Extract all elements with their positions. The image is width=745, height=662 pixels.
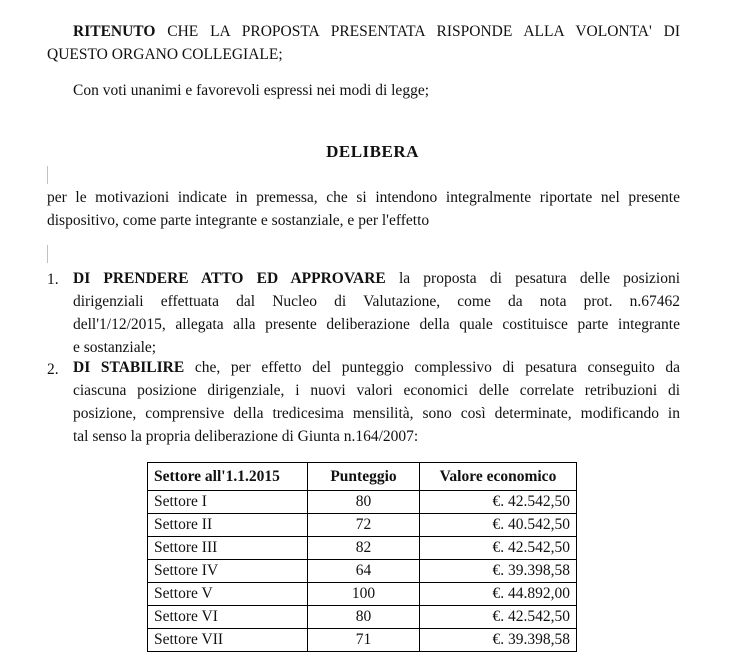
item-1-line-3: dell'1/12/2015, allegata alla presente deliberazione della quale costituisce parte integrante	[73, 316, 680, 333]
cell-valore: €. 39.398,58	[420, 560, 577, 583]
cell-punteggio: 80	[308, 606, 420, 629]
settori-table	[147, 462, 577, 652]
table-row	[148, 606, 577, 629]
cell-valore: €. 44.892,00	[420, 583, 577, 606]
motivazioni-line-1: per le motivazioni indicate in premessa, che si intendono integralmente riportate nel presente	[47, 189, 680, 206]
cell-punteggio: 72	[308, 514, 420, 537]
cell-punteggio: 100	[308, 583, 420, 606]
table-header-row	[148, 463, 577, 491]
cell-settore: Settore VII	[148, 629, 308, 652]
item-2-text: che, per effetto del punteggio complessivo di pesatura conseguito da	[184, 359, 680, 376]
table-row	[148, 514, 577, 537]
cell-punteggio: 80	[308, 491, 420, 514]
header-valore: Valore economico	[420, 463, 577, 491]
item-number-1: 1.	[47, 271, 59, 288]
ritenuto-line-2: QUESTO ORGANO COLLEGIALE;	[47, 46, 283, 63]
table-row	[148, 583, 577, 606]
cell-settore: Settore V	[148, 583, 308, 606]
item-1-line-1	[73, 267, 680, 290]
header-punteggio: Punteggio	[308, 463, 420, 491]
item-1-lead: DI PRENDERE ATTO ED APPROVARE	[73, 270, 386, 287]
table-row	[148, 560, 577, 583]
cell-settore: Settore III	[148, 537, 308, 560]
table-row	[148, 491, 577, 514]
item-2-lead: DI STABILIRE	[73, 359, 185, 376]
motivazioni-line-2: dispositivo, come parte integrante e sostanziale, e per l'effetto	[47, 212, 430, 229]
ritenuto-rest: CHE LA PROPOSTA PRESENTATA RISPONDE ALLA VOLONTA' DI	[155, 23, 680, 40]
cell-valore: €. 42.542,50	[420, 537, 577, 560]
ritenuto-lead: RITENUTO	[73, 23, 156, 40]
cell-settore: Settore IV	[148, 560, 308, 583]
cell-valore: €. 40.542,50	[420, 514, 577, 537]
item-2-line-2: ciascuna posizione dirigenziale, i nuovi valori economici delle correlate retribuzioni di	[73, 382, 680, 399]
cell-settore: Settore I	[148, 491, 308, 514]
item-number-2: 2.	[47, 361, 59, 378]
item-2-line-3: posizione, comprensive della tredicesima mensilità, sono così determinate, modificando in	[73, 405, 680, 422]
cell-valore: €. 39.398,58	[420, 629, 577, 652]
item-1-line-4: e sostanziale;	[73, 339, 157, 356]
cell-punteggio: 71	[308, 629, 420, 652]
cell-settore: Settore II	[148, 514, 308, 537]
item-1-line-2: dirigenziali effettuata dal Nucleo di Valutazione, come da nota prot. n.67462	[73, 293, 680, 310]
item-2-line-1	[73, 356, 680, 379]
table-row	[148, 537, 577, 560]
cell-punteggio: 82	[308, 537, 420, 560]
ritenuto-line-1	[47, 20, 680, 43]
item-1-text: la proposta di pesatura delle posizioni	[385, 270, 680, 287]
text-cursor-mark	[47, 245, 48, 263]
voti-paragraph: Con voti unanimi e favorevoli espressi nei modi di legge;	[73, 82, 430, 99]
cell-settore: Settore VI	[148, 606, 308, 629]
cell-valore: €. 42.542,50	[420, 491, 577, 514]
item-2-line-4: tal senso la propria deliberazione di Giunta n.164/2007:	[73, 428, 419, 445]
cell-valore: €. 42.542,50	[420, 606, 577, 629]
delibera-heading: DELIBERA	[326, 142, 419, 161]
cell-punteggio: 64	[308, 560, 420, 583]
header-settore: Settore all'1.1.2015	[148, 463, 308, 491]
text-cursor-mark	[47, 166, 48, 184]
table-row	[148, 629, 577, 652]
